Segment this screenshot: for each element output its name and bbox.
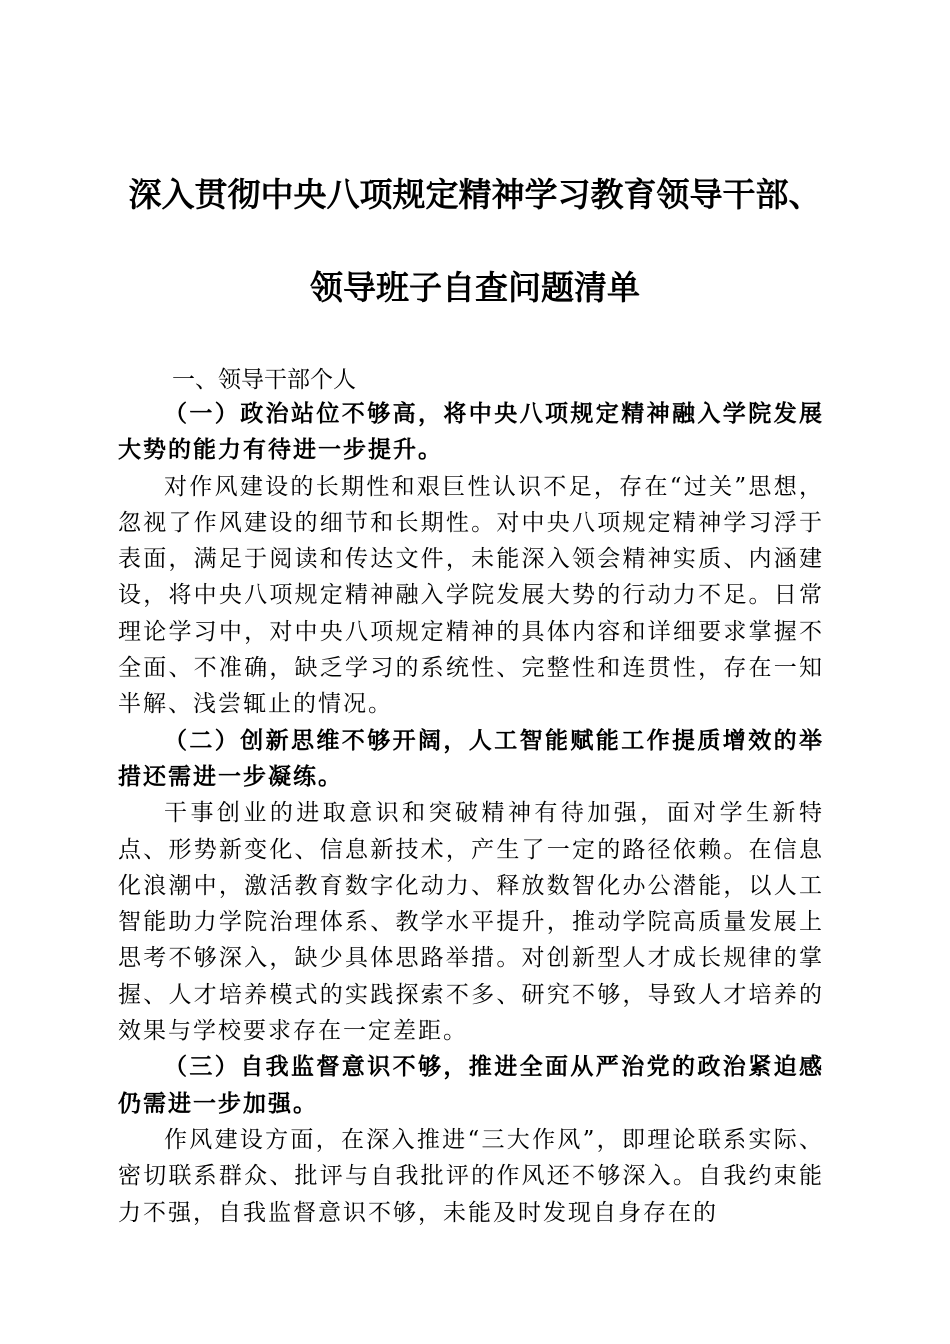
subheading-political-stance: （一）政治站位不够高，将中央八项规定精神融入学院发展大势的能力有待进一步提升。 <box>118 400 824 464</box>
subheading-innovation: （二）创新思维不够开阔，人工智能赋能工作提质增效的举措还需进一步凝练。 <box>118 726 824 790</box>
document-body <box>118 396 824 1231</box>
paragraph-innovation-details: 干事创业的进取意识和突破精神有待加强，面对学生新特点、形势新变化、信息新技术，产生了一定的路径依赖。在信息化浪潮中，激活教育数字化动力、释放数智化办公潜能，以人工智能助力学院治理体系、教学水平提升，推动学院高质量发展上思考不够深入，缺少具体思路举措。对创新型人才成长规律的掌握、人才培养模式的实践探索不多、研究不够，导致人才培养的效果与学校要求存在一定差距。 <box>118 800 824 1045</box>
subheading-self-supervision: （三）自我监督意识不够，推进全面从严治党的政治紧迫感仍需进一步加强。 <box>118 1053 824 1117</box>
document-title-line-1: 深入贯彻中央八项规定精神学习教育领导干部、 <box>128 175 822 214</box>
paragraph-self-supervision-details: 作风建设方面，在深入推进“三大作风”，即理论联系实际、密切联系群众、批评与自我批评的作风还不够深入。自我约束能力不强，自我监督意识不够，未能及时发现自身存在的 <box>118 1126 824 1226</box>
paragraph-work-style-awareness: 对作风建设的长期性和艰巨性认识不足，存在“过关”思想，忽视了作风建设的细节和长期性。对中央八项规定精神学习浮于表面，满足于阅读和传达文件，未能深入领会精神实质、内涵建设，将中央八项规定精神融入学院发展大势的行动力不足。日常理论学习中，对中央八项规定精神的具体内容和详细要求掌握不全面、不准确，缺乏学习的系统性、完整性和连贯性，存在一知半解、浅尝辄止的情况。 <box>118 473 824 718</box>
section-heading-leaders: 一、领导干部个人 <box>172 367 356 393</box>
document-title-line-2: 领导班子自查问题清单 <box>310 268 640 307</box>
